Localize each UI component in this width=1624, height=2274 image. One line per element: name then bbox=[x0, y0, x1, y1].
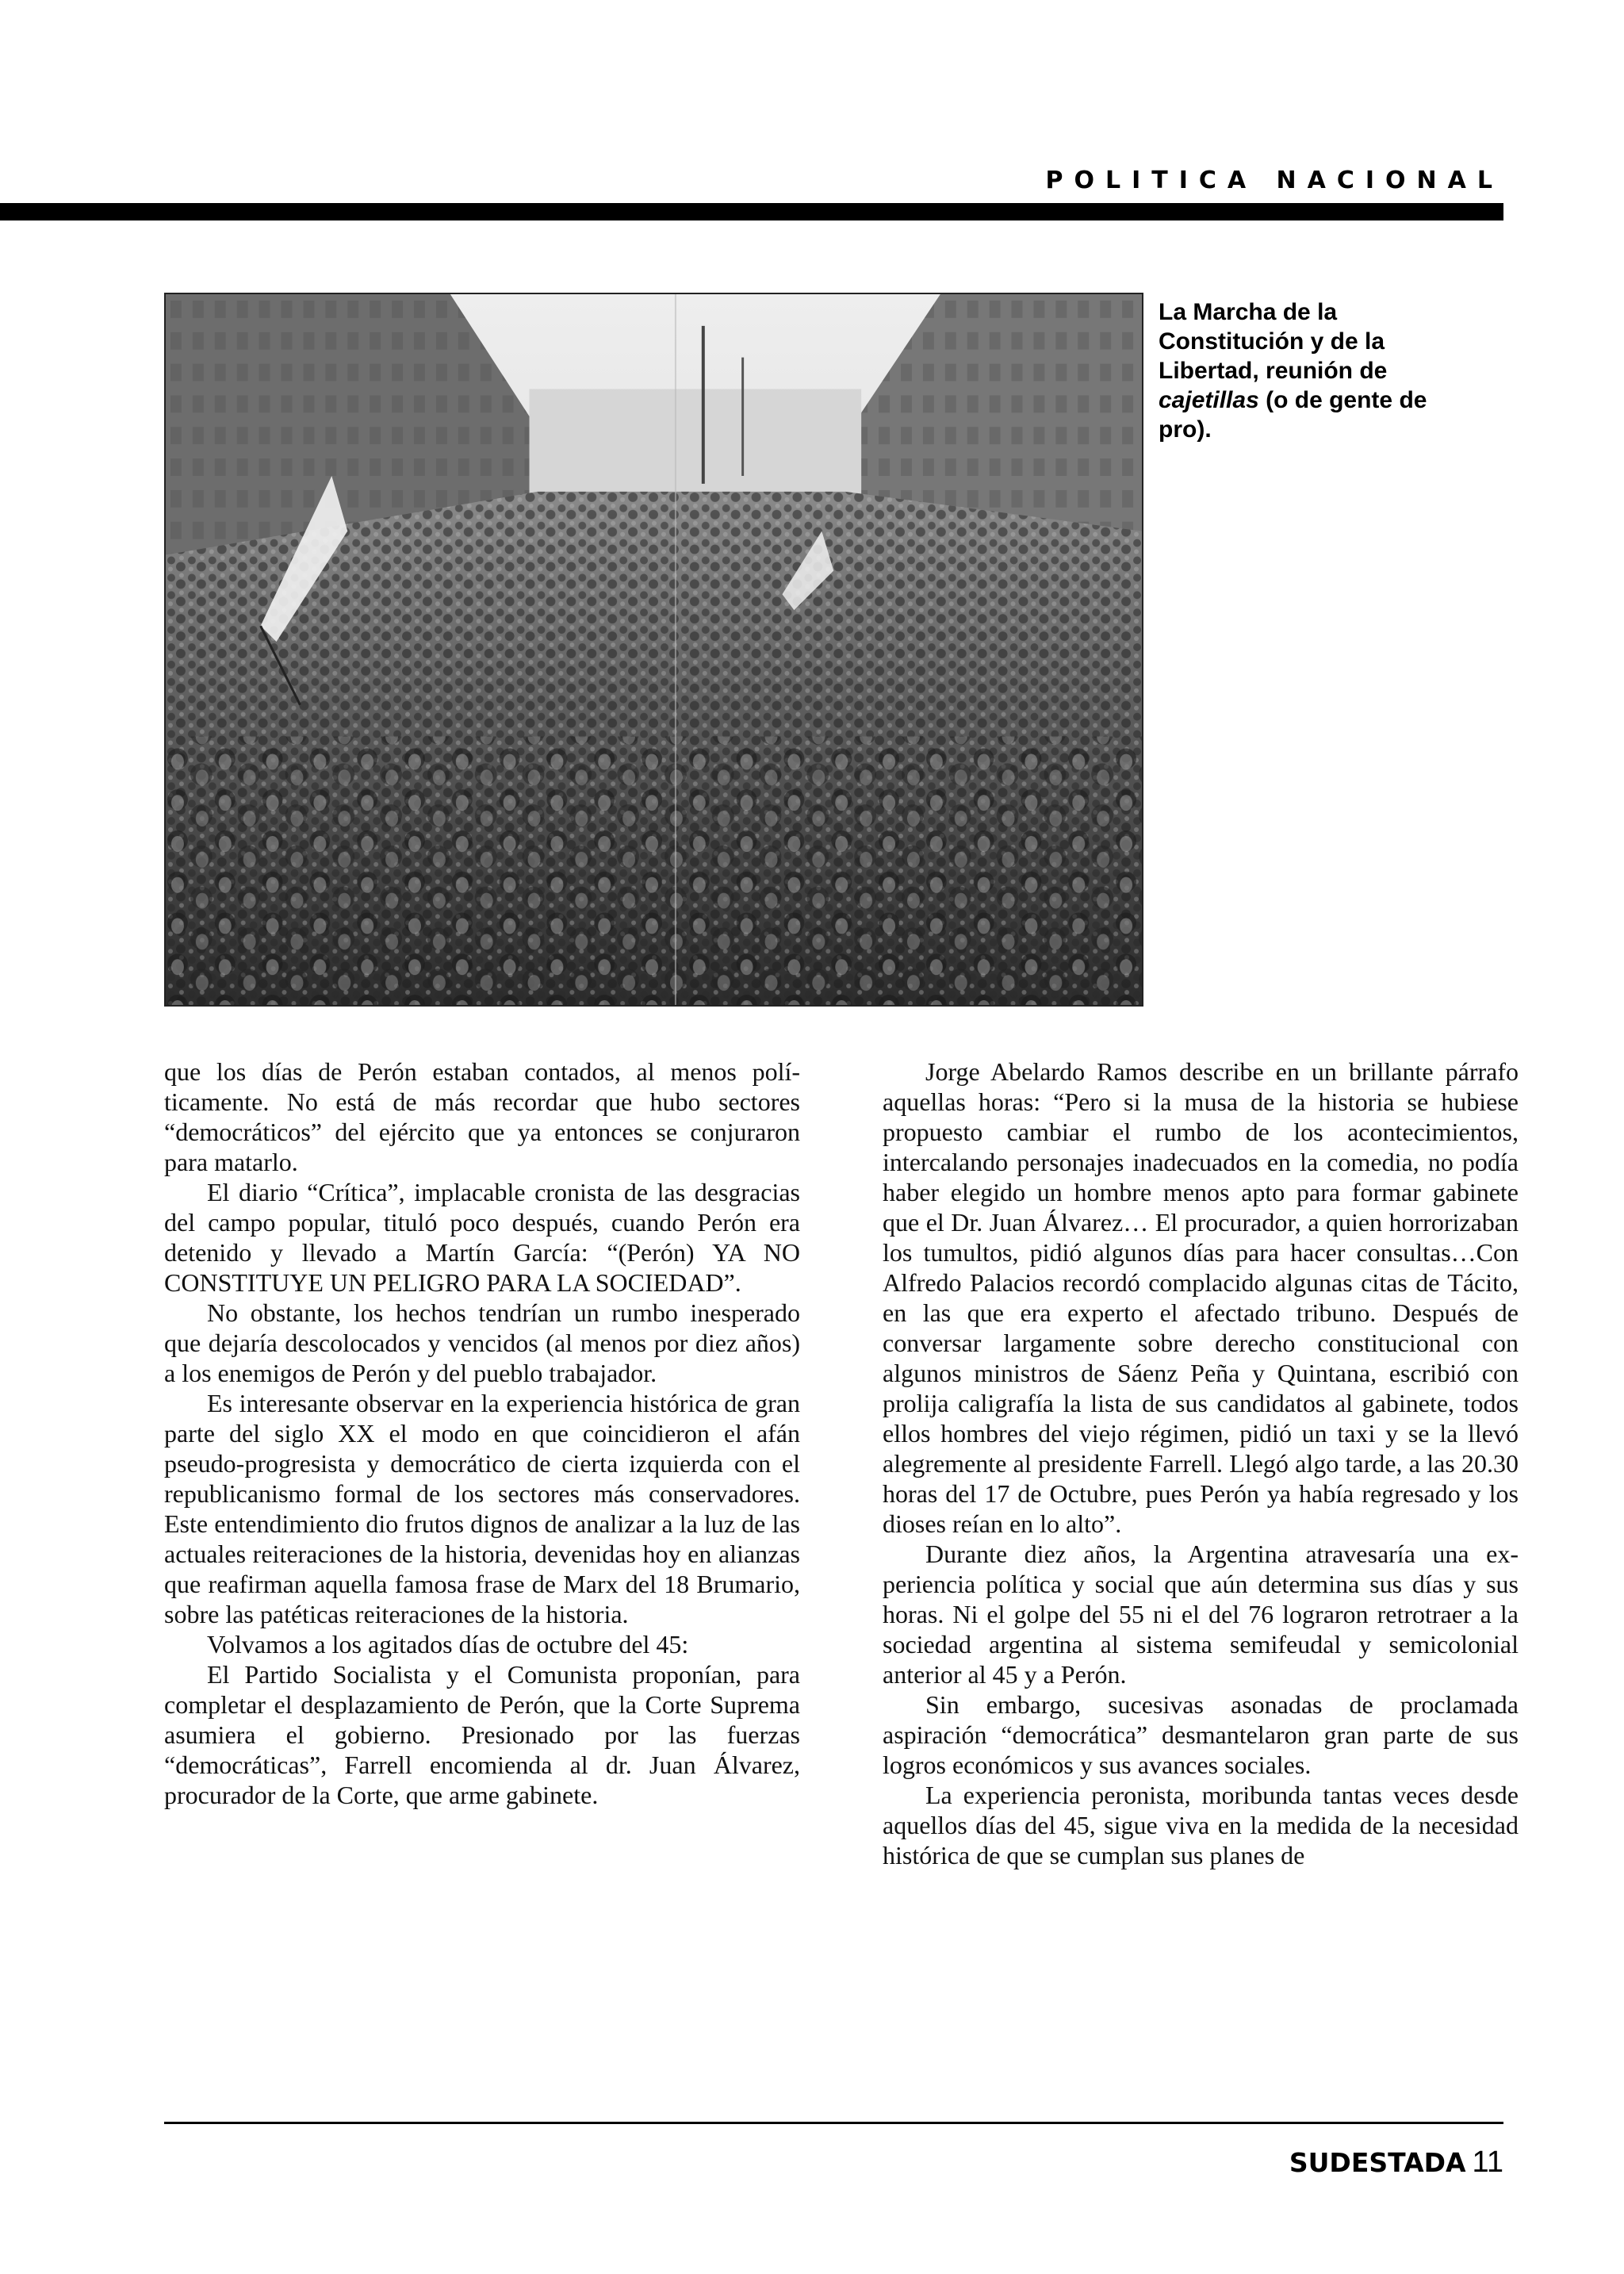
page-number: 11 bbox=[1472, 2146, 1503, 2179]
right-column bbox=[883, 1056, 1519, 1870]
photo-caption bbox=[1159, 297, 1484, 444]
paragraph: Sin embargo, sucesivas asonadas de proclamada aspiración “democrática” desmantelaron gran parte de sus logros económicos y sus avances sociales. bbox=[883, 1690, 1519, 1779]
crowd-photo bbox=[164, 293, 1143, 1007]
caption-text-end: (o de gente de pro). bbox=[1159, 387, 1427, 443]
caption-italic-term: cajetillas bbox=[1159, 387, 1259, 413]
paragraph: La experiencia peronista, moribunda tantas veces desde aquellos días del 45, sigue viva en la medida de la necesidad histórica de que se cumplan sus planes de bbox=[883, 1781, 1519, 1869]
paragraph: No obstante, los hechos tendrían un rumbo inesperado que dejaría descolocados y vencidos (al menos por diez años) a los enemigos de Perón y del pueblo trabajador. bbox=[164, 1298, 800, 1387]
crowd-photo-illustration bbox=[166, 294, 1142, 1005]
paragraph: El Partido Socialista y el Comunista proponían, para completar el desplazamiento de Perón, que la Corte Suprema asumiera el gobierno. Presionado por las fuerzas “democráticas”, Farrell encomienda al dr. Juan Álvarez, procurador de la Corte, que arme gabinete. bbox=[164, 1660, 800, 1809]
header-rule bbox=[0, 203, 1503, 220]
paragraph: que los días de Perón estaban contados, al menos políticamente. No está de más recordar que hubo sectores “democráticos” del ejército que ya entonces se conjuraron para matarlo. bbox=[164, 1057, 800, 1176]
paragraph: Jorge Abelardo Ramos describe en un brillante párrafo aquellas horas: “Pero si la musa de la historia se hubiese propuesto cambiar el rumbo de los acontecimientos, intercalando personajes inadecuados en la comedia, no podía haber elegido un hombre menos apto para formar gabinete que el Dr. Juan Álvarez… El procurador, a quien horrorizaban los tumultos, pidió algunos días para hacer consultas…Con Alfredo Palacios recordó complacido algunas citas de Tácito, en las que era experto el afectado tribuno. Después de conversar largamente sobre derecho constitucional con algunos ministros de Sáenz Peña y Quintana, escribió con prolija caligrafía la lista de sus candidatos al gabinete, todos ellos hombres del viejo régimen, pidió un taxi y se la llevó alegremente al presidente Farrell. Llegó algo tarde, a las 20.30 horas del 17 de Octubre, pues Perón ya había regresado y los dioses reían en lo alto”. bbox=[883, 1057, 1519, 1538]
paragraph: El diario “Crítica”, implacable cronista de las desgracias del campo popular, tituló poco después, cuando Perón era detenido y llevado a Martín García: “(Perón) YA NO CONSTITUYE UN PELIGRO PARA LA SOCIEDAD”. bbox=[164, 1178, 800, 1297]
footer-rule bbox=[164, 2122, 1503, 2124]
page-footer bbox=[1289, 2146, 1503, 2180]
section-title: POLITICA NACIONAL bbox=[1045, 167, 1503, 194]
caption-text: La Marcha de la Constitución y de la Libertad, reunión de bbox=[1159, 299, 1388, 384]
paragraph: Es interesante observar en la experiencia histórica de gran parte del siglo XX el modo en que coincidieron el afán pseudo-progresista y democrático de cierta izquierda con el republicanismo formal de los sectores más conservadores. Este entendimiento dio frutos dignos de analizar a la luz de las actuales reiteraciones de la historia, devenidas hoy en alianzas que reafirman aquella famosa frase de Marx del 18 Brumario, sobre las patéticas reiteraciones de la historia. bbox=[164, 1389, 800, 1628]
paragraph: Volvamos a los agitados días de octubre del 45: bbox=[207, 1630, 689, 1659]
left-column bbox=[164, 1056, 800, 1810]
paragraph: Durante diez años, la Argentina atravesaría una experiencia política y social que aún determina sus días y sus horas. Ni el golpe del 55 ni el del 76 lograron retrotraer a la sociedad argentina al sistema semifeudal y semicolonial anterior al 45 y a Perón. bbox=[883, 1540, 1519, 1689]
publication-name: SUDESTADA bbox=[1289, 2147, 1466, 2178]
